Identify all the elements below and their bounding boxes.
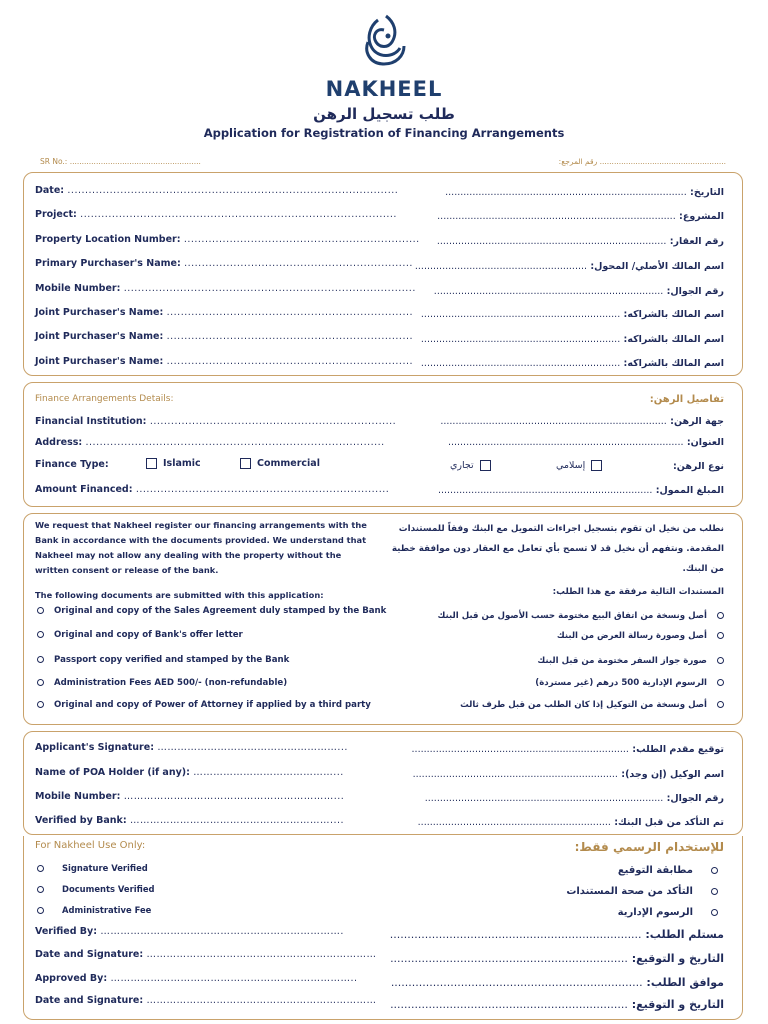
signature-field-ar-1-dots[interactable]: .................................................................... (412, 769, 618, 780)
signature-field-ar-1-label: اسم الوكيل (إن وجد): (621, 769, 724, 780)
purchaser-field-ar-0-label: التاريخ: (690, 187, 724, 198)
purchaser-field-7[interactable] (35, 356, 414, 367)
purchaser-field-1-dots[interactable]: .......................................................................................... (80, 209, 397, 220)
purchaser-field-3-label: Primary Purchaser's Name: (35, 258, 181, 269)
purchaser-field-ar-4[interactable] (384, 286, 724, 297)
office-check-item[interactable] (37, 884, 155, 894)
office-field-3-dots[interactable]: …………………………………………………………… (146, 995, 377, 1006)
address-field-ar[interactable]: العنوان: .............................................................................. (447, 437, 724, 448)
office-field-ar-1-label: التاريخ و التوقيع: (631, 952, 724, 965)
office-field-2-dots[interactable]: ……………………………………………………………….. (110, 973, 358, 984)
documents-intro-ar: المستندات التالية مرفقة مع هذا الطلب: (552, 587, 724, 597)
document-item-text-ar: صورة جواز السفر مختومة من قبل البنك (537, 656, 707, 666)
signature-field-ar-3-dots[interactable]: ................................................................ (417, 817, 611, 828)
purchaser-field-1-label: Project: (35, 209, 77, 220)
document-item-text-ar: أصل وصورة رسالة العرض من البنك (556, 631, 707, 641)
signature-field-ar-3[interactable] (384, 817, 724, 828)
signature-field-ar-3-label: تم التأكد من قبل البنك: (614, 817, 724, 828)
purchaser-field-2-dots[interactable]: ................................................................... (183, 234, 420, 245)
bullet-icon (711, 888, 718, 895)
purchaser-field-ar-1[interactable] (384, 211, 724, 222)
office-field-ar-2[interactable] (384, 976, 724, 989)
purchaser-field-4-dots[interactable]: ................................................................................... (123, 283, 416, 294)
purchaser-details-box (23, 172, 743, 376)
office-field-2-label: Approved By: (35, 973, 108, 984)
signature-field-1-dots[interactable]: ……………………………………... (193, 767, 344, 778)
document-item-text-ar: أصل ونسخة من اتفاق البيع مختومة حسب الأصول من قبل البنك (437, 611, 707, 621)
office-field-0-label: Verified By: (35, 926, 98, 937)
office-field-1-dots[interactable]: …………………………………………………………… (146, 949, 377, 960)
title-arabic: طلب تسجيل الرهن (313, 105, 455, 123)
signature-field-1-label: Name of POA Holder (if any): (35, 767, 190, 778)
office-check-item-ar[interactable] (618, 865, 718, 876)
purchaser-field-5-label: Joint Purchaser's Name: (35, 307, 164, 318)
document-item-text: Administration Fees AED 500/- (non-refundable) (54, 678, 288, 688)
signature-field-3[interactable] (35, 815, 365, 826)
purchaser-field-7-dots[interactable]: ...................................................................... (166, 356, 414, 367)
brand-name: NAKHEEL (325, 77, 443, 101)
purchaser-field-ar-2-label: رقم العقار: (669, 236, 724, 247)
islamic-option[interactable]: Islamic (140, 458, 201, 469)
purchaser-field-ar-0[interactable] (384, 187, 724, 198)
purchaser-field-ar-1-dots[interactable]: ............................................................................... (437, 211, 676, 222)
bullet-icon (37, 907, 44, 914)
purchaser-field-ar-6-label: اسم المالك بالشراكه: (623, 334, 724, 345)
bullet-icon (37, 865, 44, 872)
purchaser-field-ar-4-dots[interactable]: ............................................................................ (433, 286, 664, 297)
signature-field-ar-0-dots[interactable]: ........................................................................ (411, 744, 629, 755)
purchaser-field-4[interactable] (35, 283, 416, 294)
purchaser-field-ar-5-label: اسم المالك بالشراكه: (623, 309, 724, 320)
office-field-ar-2-label: موافق الطلب: (646, 976, 724, 989)
purchaser-field-ar-3-label: اسم المالك الأصلي/ المحول: (590, 261, 724, 272)
document-item-text: Passport copy verified and stamped by the Bank (54, 655, 290, 665)
commercial-option[interactable]: Commercial (234, 458, 320, 469)
purchaser-field-ar-3[interactable] (384, 261, 724, 272)
office-field-ar-1-dots[interactable]: .................................................................... (390, 952, 628, 965)
office-heading-en: For Nakheel Use Only: (35, 840, 146, 851)
purchaser-field-ar-6-dots[interactable]: .................................................................. (420, 334, 621, 345)
bullet-icon (717, 632, 724, 639)
document-item (37, 630, 243, 640)
bullet-icon (37, 607, 44, 614)
purchaser-field-0[interactable] (35, 185, 399, 196)
bullet-icon (37, 656, 44, 663)
document-item-ar (557, 631, 724, 641)
office-field-ar-3[interactable] (384, 998, 724, 1011)
islamic-checkbox[interactable] (146, 458, 157, 469)
commercial-checkbox-ar[interactable] (480, 460, 491, 471)
office-check-item-ar[interactable] (566, 886, 718, 897)
bullet-icon (717, 612, 724, 619)
document-item (37, 655, 289, 665)
office-field-1-label: Date and Signature: (35, 949, 144, 960)
document-item-ar (438, 611, 724, 621)
purchaser-field-ar-7[interactable] (384, 358, 724, 369)
bullet-icon (711, 909, 718, 916)
purchaser-field-3[interactable] (35, 258, 413, 269)
purchaser-field-3-dots[interactable]: ................................................................. (184, 258, 413, 269)
document-item-ar (535, 678, 724, 688)
nakheel-logo (354, 12, 414, 68)
signature-field-2-dots[interactable]: ………………………………………………………... (123, 791, 345, 802)
office-check-text: Signature Verified (62, 863, 148, 873)
purchaser-field-ar-2-dots[interactable]: ............................................................................ (436, 236, 667, 247)
purchaser-field-6[interactable] (35, 331, 414, 342)
office-check-item[interactable] (37, 905, 151, 915)
purchaser-field-ar-7-dots[interactable]: .................................................................. (420, 358, 621, 369)
signature-field-ar-2[interactable] (384, 793, 724, 804)
document-item (37, 700, 371, 710)
office-field-0[interactable] (35, 926, 365, 937)
signature-field-3-label: Verified by Bank: (35, 815, 127, 826)
office-field-ar-1[interactable] (384, 952, 724, 965)
address-field[interactable]: Address: ..................................................................................... (35, 437, 385, 448)
finance-type-label: Finance Type: (35, 459, 109, 470)
purchaser-field-2-label: Property Location Number: (35, 234, 181, 245)
purchaser-field-ar-7-label: اسم المالك بالشراكه: (623, 358, 724, 369)
purchaser-field-5[interactable] (35, 307, 414, 318)
purchaser-field-ar-2[interactable] (384, 236, 724, 247)
finance-heading-en: Finance Arrangements Details: (35, 394, 174, 404)
finance-type-label-ar: نوع الرهن: (673, 461, 724, 472)
bullet-icon (37, 631, 44, 638)
commercial-checkbox[interactable] (240, 458, 251, 469)
office-field-3[interactable] (35, 995, 377, 1006)
purchaser-field-ar-1-label: المشروع: (679, 211, 724, 222)
office-check-text: Administrative Fee (62, 905, 152, 915)
commercial-option-ar[interactable]: تجاري (450, 460, 497, 471)
office-field-ar-0-label: مستلم الطلب: (645, 928, 724, 941)
purchaser-field-2[interactable] (35, 234, 420, 245)
purchaser-field-5-dots[interactable]: ...................................................................... (166, 307, 414, 318)
purchaser-field-0-label: Date: (35, 185, 65, 196)
document-item-ar (460, 700, 724, 710)
signature-field-3-dots[interactable]: …………………………………………………….... (129, 815, 345, 826)
purchaser-field-1[interactable] (35, 209, 397, 220)
office-check-item-ar[interactable] (618, 907, 718, 918)
reference-number-field[interactable]: ..................................................... رقم المرجع: (558, 157, 726, 166)
signature-field-ar-2-dots[interactable]: ............................................................................... (424, 793, 664, 804)
bullet-icon (37, 886, 44, 893)
bullet-icon (717, 701, 724, 708)
office-check-text-ar: الرسوم الإدارية (617, 907, 693, 918)
office-field-ar-0-dots[interactable]: ........................................................................ (389, 928, 642, 941)
document-item (37, 678, 287, 688)
islamic-option-ar[interactable]: إسلامي (556, 460, 608, 471)
purchaser-field-7-label: Joint Purchaser's Name: (35, 356, 164, 367)
bullet-icon (717, 657, 724, 664)
signature-field-0[interactable] (35, 742, 365, 753)
purchaser-field-ar-5-dots[interactable]: .................................................................. (420, 309, 621, 320)
bullet-icon (37, 679, 44, 686)
purchaser-field-ar-5[interactable] (384, 309, 724, 320)
request-paragraph-en: We request that Nakheel register our financing arrangements with the Bank in accordance with the documents provided. We understand that Nakheel may not allow any dealing with the property without the written consent or release of the bank. (35, 520, 367, 575)
office-heading-ar: للإستخدام الرسمي فقط: (574, 840, 724, 854)
document-item-text: Original and copy of Power of Attorney if applied by a third party (54, 700, 371, 710)
bullet-icon (37, 701, 44, 708)
request-paragraph-ar: نطلب من نخيل ان تقوم بتسجيل اجراءات التمويل مع البنك وفقاً للمستندات المقدمة. ونتفهم أن نخيل قد لا تسمح بأي تعامل مع العقار دون موافقة خطية من البنك. (391, 524, 724, 574)
purchaser-field-ar-4-label: رقم الجوال: (666, 286, 724, 297)
signature-field-2[interactable] (35, 791, 365, 802)
document-item-text-ar: الرسوم الإدارية 500 درهم (غير مستردة) (535, 678, 707, 688)
document-item-ar (537, 656, 724, 666)
document-item-text-ar: أصل ونسخة من التوكيل إذا كان الطلب من قبل طرف ثالث (460, 700, 707, 710)
signature-field-1[interactable] (35, 767, 365, 778)
signature-field-0-dots[interactable]: ………………………………………………... (157, 742, 348, 753)
signature-field-ar-0-label: توقيع مقدم الطلب: (632, 744, 724, 755)
office-field-ar-3-label: التاريخ و التوقيع: (631, 998, 724, 1011)
office-check-text-ar: التأكد من صحة المستندات (566, 886, 693, 897)
office-field-0-dots[interactable]: ………………………………………………………………. (100, 926, 344, 937)
signature-field-ar-0[interactable] (384, 744, 724, 755)
office-field-3-label: Date and Signature: (35, 995, 144, 1006)
document-item (37, 606, 386, 616)
purchaser-field-6-label: Joint Purchaser's Name: (35, 331, 164, 342)
purchaser-field-6-dots[interactable]: ...................................................................... (166, 331, 414, 342)
office-check-text: Documents Verified (62, 884, 155, 894)
office-field-1[interactable] (35, 949, 377, 960)
office-check-text-ar: مطابقة التوقيع (617, 865, 693, 876)
financial-institution-field[interactable]: Financial Institution: ...................................................................... (35, 416, 397, 427)
signature-field-ar-1[interactable] (384, 769, 724, 780)
bullet-icon (711, 867, 718, 874)
islamic-checkbox-ar[interactable] (591, 460, 602, 471)
office-check-item[interactable] (37, 863, 148, 873)
purchaser-field-ar-6[interactable] (384, 334, 724, 345)
document-item-text: Original and copy of the Sales Agreement duly stamped by the Bank (54, 606, 387, 616)
signature-field-0-label: Applicant's Signature: (35, 742, 154, 753)
purchaser-field-4-label: Mobile Number: (35, 283, 121, 294)
documents-intro-en: The following documents are submitted with this application: (35, 590, 324, 600)
purchaser-field-0-dots[interactable]: .............................................................................................. (67, 185, 399, 196)
document-item-text: Original and copy of Bank's offer letter (54, 630, 243, 640)
bullet-icon (717, 679, 724, 686)
purchaser-field-ar-0-dots[interactable]: ................................................................................ (445, 187, 687, 198)
office-field-ar-2-dots[interactable]: ........................................................................ (390, 976, 643, 989)
title-english: Application for Registration of Financing Arrangements (203, 126, 565, 140)
office-field-ar-3-dots[interactable]: .................................................................... (390, 998, 628, 1011)
signature-field-ar-2-label: رقم الجوال: (666, 793, 724, 804)
purchaser-field-ar-3-dots[interactable]: ......................................................... (414, 261, 588, 272)
sr-number-field[interactable]: SR No.: ....................................................... (40, 157, 201, 166)
signature-field-2-label: Mobile Number: (35, 791, 121, 802)
amount-financed-field[interactable]: Amount Financed: ........................................................................ (35, 484, 390, 495)
office-field-2[interactable] (35, 973, 365, 984)
finance-heading-ar: تفاصيل الرهن: (649, 394, 724, 405)
financial-institution-field-ar[interactable]: جهة الرهن: ........................................................................... (440, 416, 724, 427)
office-field-ar-0[interactable] (384, 928, 724, 941)
amount-financed-field-ar[interactable]: المبلغ الممول: ....................................................................... (437, 485, 724, 496)
